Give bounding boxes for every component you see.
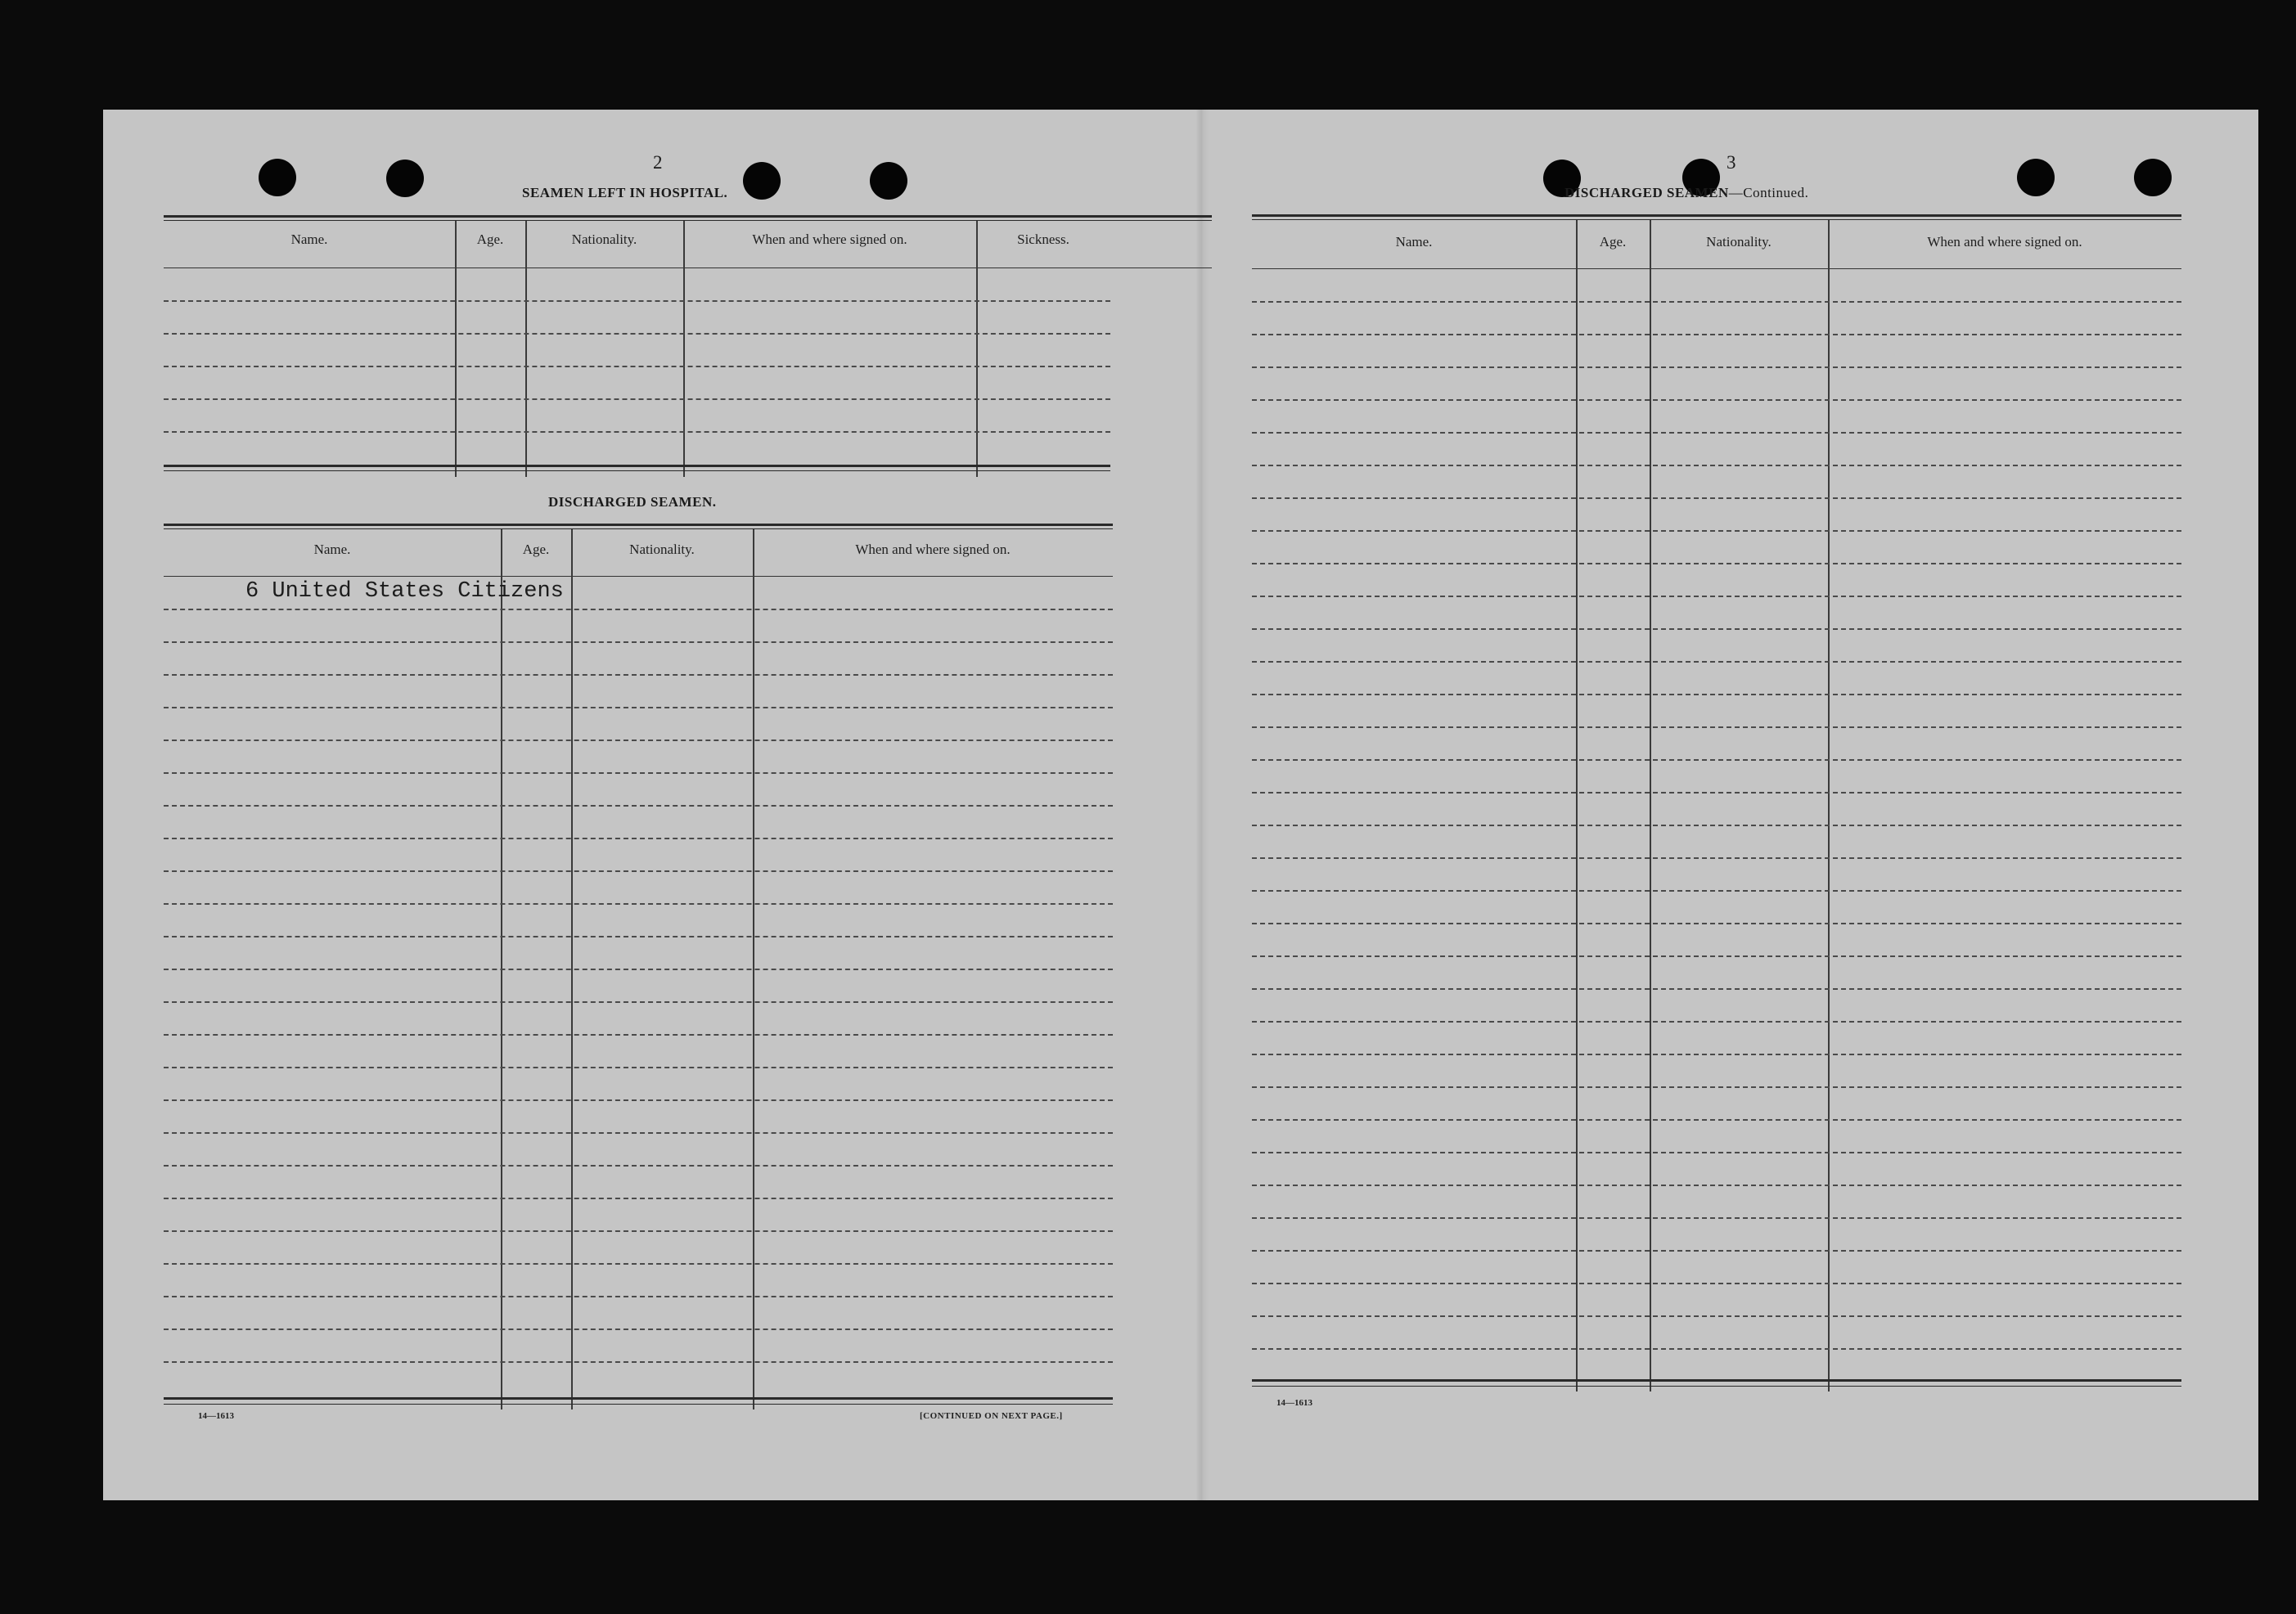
discharged-continued-table	[1252, 214, 2181, 1507]
discharged-table	[164, 524, 1113, 1517]
punch-hole	[2134, 159, 2172, 196]
column-header-age: Age.	[1599, 234, 1627, 250]
punch-hole	[386, 160, 424, 197]
column-header-sickness: Sickness.	[1017, 232, 1069, 247]
column-header-when-where: When and where signed on.	[855, 542, 1011, 557]
punch-hole	[743, 162, 781, 200]
right-form-number: 14—1613	[1276, 1398, 1312, 1408]
typed-entry: 6 United States Citizens	[245, 579, 564, 604]
column-header-name: Name.	[290, 232, 328, 247]
document-sheet	[103, 110, 2258, 1500]
punch-hole	[259, 159, 296, 196]
continued-table-header	[1252, 221, 2181, 269]
column-header-name: Name.	[1395, 234, 1433, 250]
column-header-age: Age.	[476, 232, 504, 247]
column-header-when-where: When and where signed on.	[1927, 234, 2082, 250]
left-page-number: 2	[653, 152, 663, 173]
hospital-table	[164, 215, 1212, 477]
column-header-nationality: Nationality.	[1706, 234, 1772, 250]
column-header-when-where: When and where signed on.	[752, 232, 907, 247]
hospital-table-header	[164, 222, 1212, 268]
left-form-number: 14—1613	[198, 1411, 234, 1421]
continued-note: [CONTINUED ON NEXT PAGE.]	[920, 1411, 1063, 1421]
column-header-nationality: Nationality.	[629, 542, 695, 557]
right-page-number: 3	[1727, 152, 1736, 173]
hospital-section-title: SEAMEN LEFT IN HOSPITAL.	[522, 185, 728, 200]
discharged-section-title: DISCHARGED SEAMEN.	[548, 494, 717, 510]
section-title-suffix: —Continued.	[1728, 185, 1809, 200]
discharged-table-header	[164, 530, 1113, 577]
discharged-continued-title	[1564, 185, 1808, 201]
section-title-text: DISCHARGED SEAMEN	[1564, 185, 1729, 200]
punch-hole	[2017, 159, 2055, 196]
punch-hole	[870, 162, 907, 200]
column-header-name: Name.	[313, 542, 351, 557]
column-header-nationality: Nationality.	[571, 232, 637, 247]
column-header-age: Age.	[522, 542, 550, 557]
